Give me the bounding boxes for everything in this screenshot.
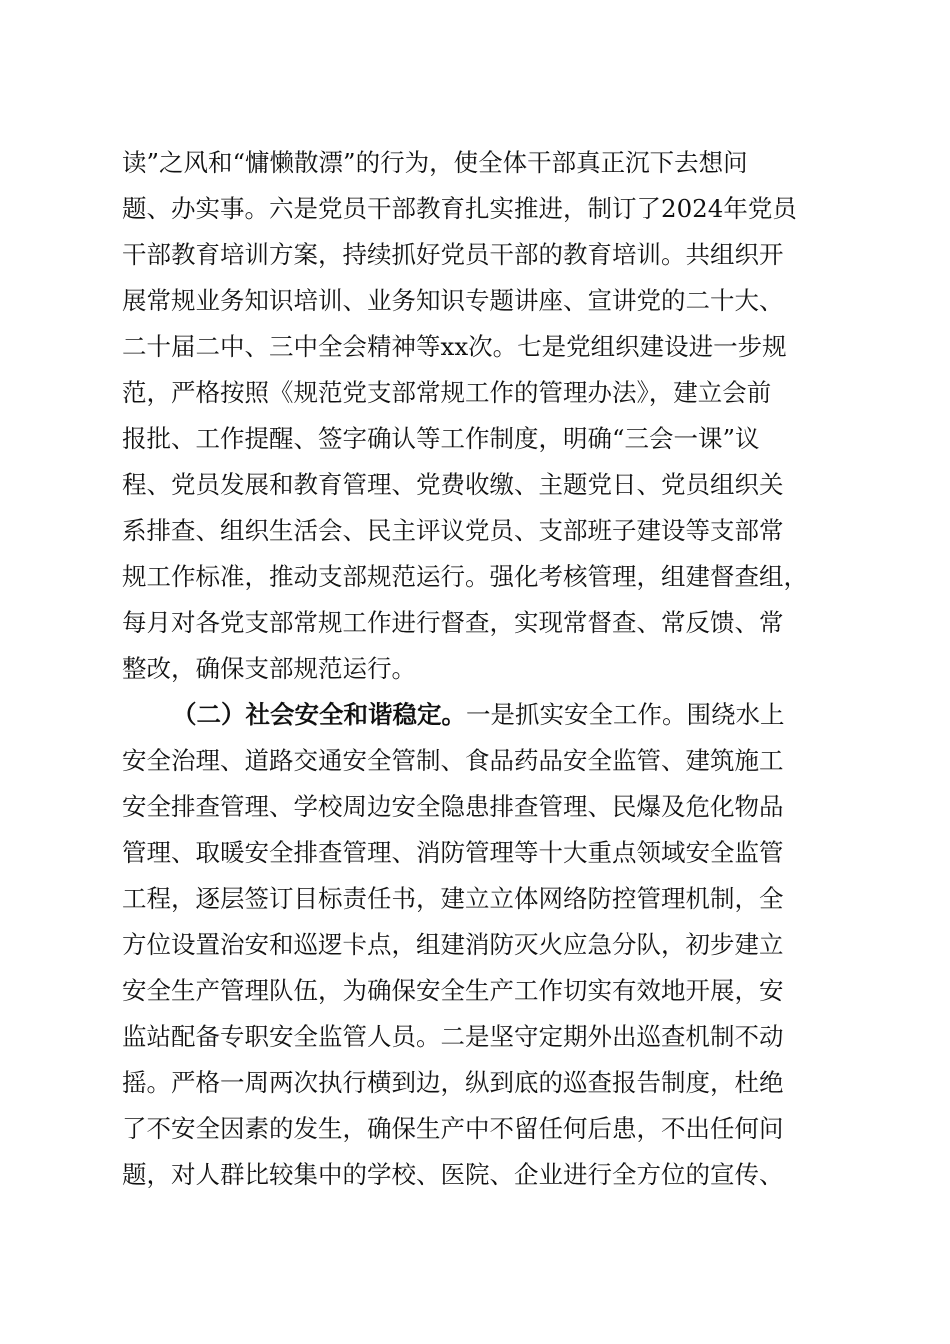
text-line: 摇。严格一周两次执行横到边，纵到底的巡查报告制度，杜绝 — [122, 1068, 784, 1097]
text-line: 安全治理、道路交通安全管制、食品药品安全监管、建筑施工 — [122, 746, 784, 775]
text-line: 了不安全因素的发生，确保生产中不留任何后患，不出任何问 — [122, 1114, 784, 1143]
text-line: 展常规业务知识培训、业务知识专题讲座、宣讲党的二十大、 — [122, 286, 784, 315]
text-line: 监站配备专职安全监管人员。二是坚守定期外出巡查机制不动 — [122, 1022, 784, 1051]
text-line: 干部教育培训方案，持续抓好党员干部的教育培训。共组织开 — [122, 240, 784, 269]
text-line: 题，对人群比较集中的学校、医院、企业进行全方位的宣传、 — [122, 1160, 784, 1189]
section-heading-line — [122, 692, 832, 738]
text-line: 二十届二中、三中全会精神等xx次。七是党组织建设进一步规 — [122, 332, 787, 361]
text-line: 规工作标准，推动支部规范运行。强化考核管理，组建督查组， — [122, 562, 808, 591]
section-heading-rest: 一是抓实安全工作。围绕水上 — [466, 700, 785, 729]
text-line: 题、办实事。六是党员干部教育扎实推进，制订了2024年党员 — [122, 194, 797, 223]
text-line: 方位设置治安和巡逻卡点，组建消防灭火应急分队，初步建立 — [122, 930, 784, 959]
text-line: 程、党员发展和教育管理、党费收缴、主题党日、党员组织关 — [122, 470, 784, 499]
text-line: 读”之风和“慵懒散漂”的行为，使全体干部真正沉下去想问 — [122, 148, 748, 177]
text-line: 范，严格按照《规范党支部常规工作的管理办法》，建立会前 — [122, 378, 772, 407]
text-line: 工程，逐层签订目标责任书，建立立体网络防控管理机制，全 — [122, 884, 784, 913]
text-line: 整改，确保支部规范运行。 — [122, 654, 416, 683]
text-line: 安全排查管理、学校周边安全隐患排查管理、民爆及危化物品 — [122, 792, 784, 821]
text-line: 安全生产管理队伍，为确保安全生产工作切实有效地开展，安 — [122, 976, 784, 1005]
text-line: 系排查、组织生活会、民主评议党员、支部班子建设等支部常 — [122, 516, 784, 545]
text-line: 管理、取暖安全排查管理、消防管理等十大重点领域安全监管 — [122, 838, 784, 867]
text-line: 每月对各党支部常规工作进行督查，实现常督查、常反馈、常 — [122, 608, 784, 637]
section-heading: （二）社会安全和谐稳定。 — [172, 700, 466, 729]
text-line: 报批、工作提醒、签字确认等工作制度，明确“三会一课”议 — [122, 424, 760, 453]
body-text — [122, 140, 832, 1198]
